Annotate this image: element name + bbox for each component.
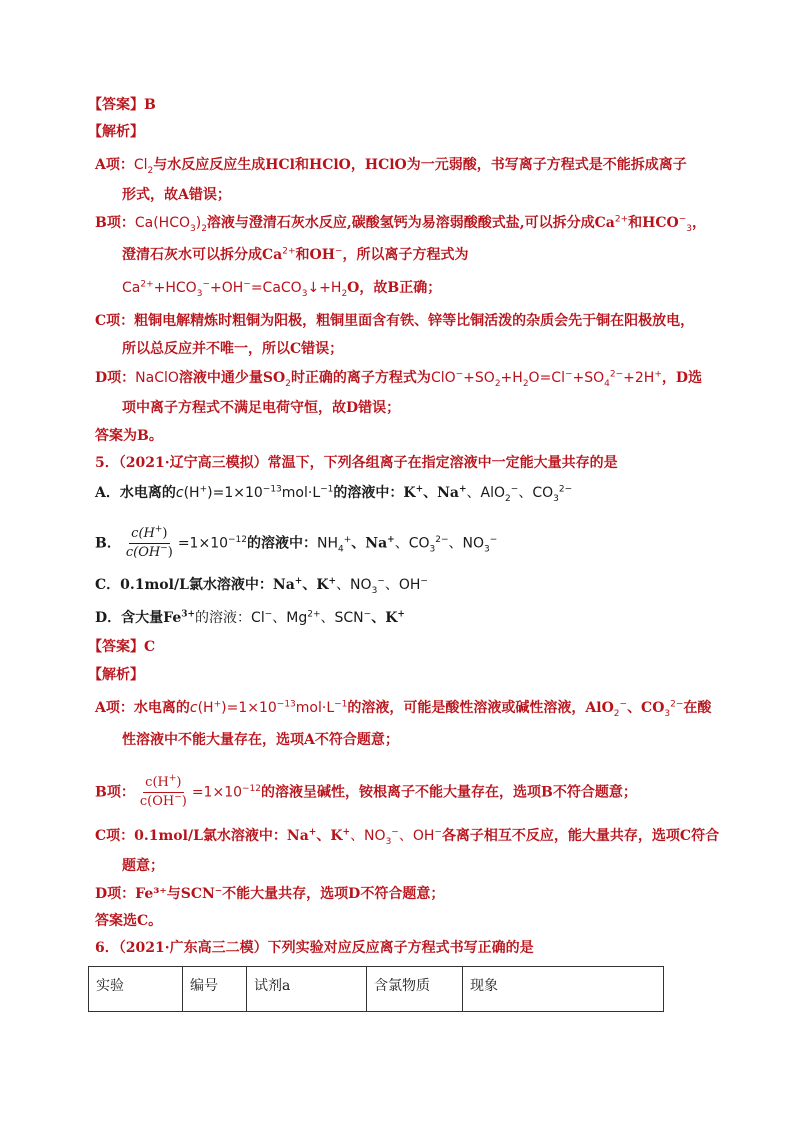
q4-option-b-equation: $Ca^{2+}+HCO_3^-+OH^-=CaCO_3↓+H_2O$，故B正确； (122, 279, 442, 299)
fraction: $\frac{c(H^+)}{c(OH^-)}$ (125, 524, 173, 560)
q5-stem: 5．（2021·辽宁高三模拟）常温下，下列各组离子在指定溶液中一定能大量共存的是 (95, 455, 618, 471)
q5-option-a: A．水电离的$c(H^+)=1\times 10^{-13}mol\cdot L^{-1}$的溶液中：K+、Na+、AlO$_2$−、$CO_3^{2-}$ (95, 484, 573, 504)
table-header-cell: 试剂a (247, 967, 367, 1012)
table-header-cell: 编号 (183, 967, 247, 1012)
q5-analysis-c-line1: C项：0.1mol/L氯水溶液中：Na+、K+、$NO_3^-$、OH−各离子相互不反应，能大量共存，选项C符合 (95, 827, 720, 847)
table-header-cell: 现象 (463, 967, 664, 1012)
q5-analysis-a-line1: A项：水电离的$c(H^+)=1\times 10^{-13}mol\cdot L^{-1}$的溶液，可能是酸性溶液或碱性溶液，AlO$_2$−、$CO_3^{2-}$在酸 (95, 699, 712, 719)
q4-option-d-line2: 项中离子方程式不满足电荷守恒，故D错误； (122, 400, 401, 416)
experiment-table (88, 966, 664, 1012)
q4-option-a-line1: A项：$Cl_2$与水反应反应生成HCl和HClO，HClO为一元弱酸，书写离子方程式是不能拆成离子 (95, 157, 687, 176)
table-header-cell: 含氯物质 (367, 967, 463, 1012)
q5-option-c: C．0.1mol/L氯水溶液中：Na+、K+、$NO_3^-$、OH− (95, 576, 428, 596)
q4-option-d-line1: D项：NaClO溶液中通少量$SO_2$时正确的离子方程式为$ClO^-+SO_2+H_2O=Cl^-+SO_4^{2-}+2H^+$，D选 (95, 369, 703, 389)
analysis-label-q4: 【解析】 (88, 124, 144, 140)
q4-option-c-line1: C项：粗铜电解精炼时粗铜为阳极，粗铜里面含有铁、锌等比铜活泼的杂质会先于铜在阳极放电， (95, 313, 695, 329)
analysis-label-q5: 【解析】 (88, 667, 144, 683)
q5-option-d: D．含大量$Fe^{3+}$的溶液：Cl−、$Mg^{2+}$、SCN−、K+ (95, 609, 405, 626)
q6-stem: 6．（2021·广东高三二模）下列实验对应反应离子方程式书写正确的是 (95, 940, 534, 956)
q4-option-b-line2: 澄清石灰水可以拆分成$Ca^{2+}$和OH−，所以离子方程式为 (122, 246, 469, 263)
q5-conclusion: 答案选C。 (95, 913, 163, 929)
q5-analysis-a-line2: 性溶液中不能大量存在，选项A不符合题意； (122, 732, 399, 748)
q5-analysis-d: D项：Fe³⁺与SCN⁻不能大量共存，选项D不符合题意； (95, 886, 445, 902)
q5-analysis-b: B项： $\frac{c(H^+)}{c(OH^-)}$ $=1\times 10^{-12}$的溶液呈碱性，铵根离子不能大量存在，选项B不符合题意； (95, 773, 637, 809)
table-header-cell: 实验 (89, 967, 183, 1012)
q4-option-b-line1: B项：$Ca(HCO_3)_2$溶液与澄清石灰水反应,碳酸氢钙为易溶弱酸酸式盐,可以拆分成$Ca^{2+}$和$HCO^-_3$， (95, 214, 707, 234)
q4-option-a-line2: 形式，故A错误； (122, 187, 231, 203)
q4-conclusion: 答案为B。 (95, 428, 163, 444)
answer-label-q4: 【答案】B (88, 97, 156, 113)
fraction: $\frac{c(H^+)}{c(OH^-)}$ (139, 773, 187, 809)
q5-analysis-c-line2: 题意； (122, 858, 164, 874)
table-header-row (89, 967, 664, 1012)
q5-option-b: B． $\frac{c(H^+)}{c(OH^-)}$ $=1\times 10^{-12}$的溶液中：$NH_4^+$、Na+、$CO_3^{2-}$、$NO_3^-$ (95, 524, 498, 560)
q4-option-c-line2: 所以总反应并不唯一，所以C错误； (122, 341, 344, 357)
answer-label-q5: 【答案】C (88, 639, 156, 655)
